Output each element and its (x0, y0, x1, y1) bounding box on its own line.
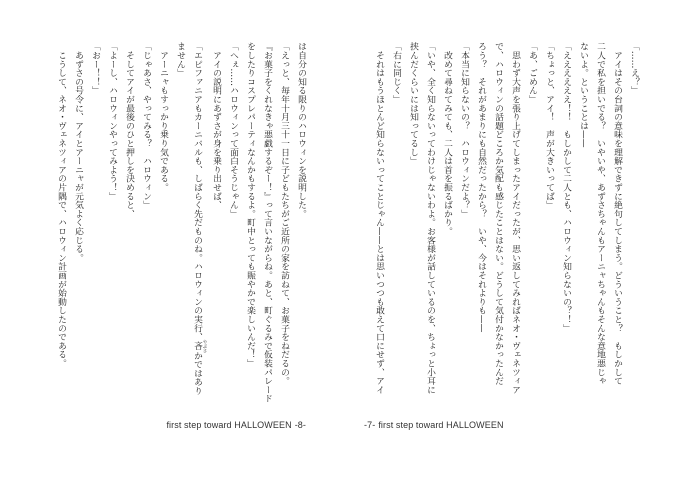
text-line: ません」 (175, 42, 185, 78)
page-number: -8- (294, 420, 306, 430)
right-page (340, 0, 680, 482)
text-line: 二人で私を担いでる？ いやいや、あずさちゃんもアーニャちゃんもそんな意地悪じゃ (595, 42, 605, 386)
text-line: 改めて尋ねてみても、二人は首を振るばかり。 (442, 42, 452, 236)
text-line: 「本当に知らないの？ ハロウィンだよ？」 (459, 42, 469, 218)
text-line: 「……え？」 (629, 42, 639, 95)
running-title: first step toward HALLOWEEN (378, 420, 504, 430)
text-segment: 「エピファニアもカーニバルも、しばらく先だものね。ハロウィンの実行、 (192, 42, 202, 342)
text-line: 『お菓子をくれなきゃ悪戯するぞー！』って言いながらね。あと、町ぐるみで仮装パレード (262, 42, 272, 403)
text-line: 「ちょっと、アイ！ 声が大きいってば」 (544, 42, 554, 210)
text-line: で、ハロウィンの話題どころか気配も感じたことはない。どうして気付かなかったんだ (493, 42, 503, 386)
text-line: 「よーし、ハロウィンやってみよう！」 (107, 42, 117, 201)
text-line: アイはその台詞の意味を理解できずに絶句してしまう。どういうこと？ もしかして (612, 42, 622, 386)
text-line: そしてアイが最後のひと押しを決めると、 (124, 42, 134, 218)
text-line: ないよ。ということは—— (578, 42, 588, 148)
text-line: 「えっと、毎年十月三十一日に子どもたちがご近所の家を訪ねて、お菓子をねだるの。 (279, 42, 289, 386)
running-title: first step toward HALLOWEEN (166, 420, 292, 430)
text-line: 挟んだくらいには知ってるし」 (408, 42, 418, 166)
text-segment: かではあり (192, 351, 202, 396)
text-line: 「ええええええ！！ もしかして二人とも、ハロウィン知らないの？！」 (561, 42, 571, 333)
text-line: こうして、ネオ・ヴェネツィアの片隅で、ハロウィン計画が始動したのである。 (56, 42, 66, 368)
ruby-reading: やぶさ (202, 339, 207, 354)
text-line: は自分の知る限りのハロウィンを説明した。 (296, 42, 306, 218)
text-line: アイの説明にあずさが身を乗り出せば、 (211, 42, 221, 210)
text-line: 「右に同じく」 (391, 42, 401, 104)
right-page-text-block (370, 42, 642, 414)
text-line: をしたりコスプレパーティなんかもするよ。町中とっても賑やかで楽しいんだ！」 (245, 42, 255, 368)
text-line: 思わず大声を張り上げてしまったアイだったが、思い返してみればネオ・ヴェネツィア (510, 42, 520, 394)
text-line: 「あ、ごめん」 (527, 42, 537, 104)
text-line: ろう？ それがあまりにも自然だったから？ いや、今はそれよりも—— (476, 42, 486, 333)
text-line: 「じゃあさ、やってみる？ ハロウィン」 (141, 42, 151, 210)
text-line-with-ruby (188, 42, 207, 414)
text-line: あずさの号令に、アイとアーニャが元気よく応じる。 (73, 42, 83, 262)
ruby-annotation (192, 339, 207, 354)
ruby-base: 吝 (192, 339, 202, 354)
page-number: -7- (364, 420, 376, 430)
page-footer (364, 420, 504, 430)
text-line: アーニャもすっかり乗り気である。 (158, 42, 168, 192)
left-page-text-block (37, 42, 309, 414)
text-line: 「いや、全く知らないってわけじゃないわよ。お客様が話しているのを、ちょっと小耳に (425, 42, 435, 394)
text-line: 「へぇ……ハロウィンって面白そうじゃん」 (228, 42, 238, 218)
text-line: それはもうほとんど知らないってことじゃん——とは思いつつも敢えて口にせず、アイ (374, 42, 384, 394)
text-line: 「おー！！」 (90, 42, 100, 95)
page-footer (166, 420, 306, 430)
